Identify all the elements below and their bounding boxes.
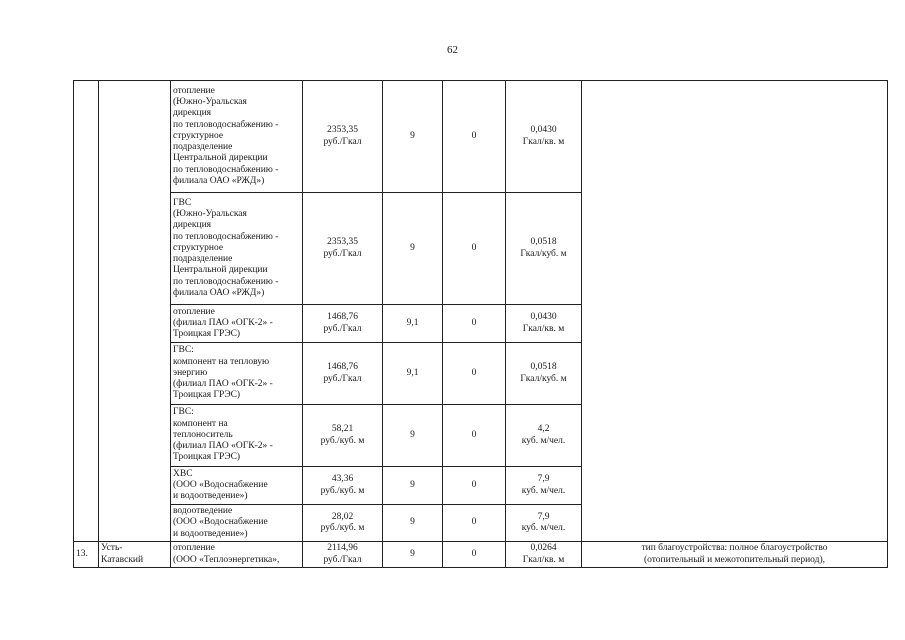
- norm-value: 0,0430 Гкал/кв. м: [506, 305, 582, 343]
- service-name: отопление (Южно-Уральская дирекция по тепловодоснабжению - структурное подразделение Центральной дирекции по тепловодоснабжению - филиала ОАО «РЖД»): [171, 81, 303, 193]
- zero-value: 0: [443, 467, 506, 505]
- percent-value: 9: [383, 467, 443, 505]
- table-row: [74, 542, 888, 568]
- row-number: 13.: [74, 542, 99, 568]
- tariff-value: 2353,35 руб./Гкал: [303, 81, 383, 193]
- tariff-value: 43,36 руб./куб. м: [303, 467, 383, 505]
- service-name: ГВС (Южно-Уральская дирекция по тепловодоснабжению - структурное подразделение Центральной дирекции по тепловодоснабжению - филиала ОАО «РЖД»): [171, 193, 303, 305]
- tariff-value: 28,02 руб./куб. м: [303, 505, 383, 542]
- percent-value: 9,1: [383, 343, 443, 405]
- zero-value: 0: [443, 505, 506, 542]
- tariff-value: 58,21 руб./куб. м: [303, 405, 383, 467]
- tariff-value: 2114,96 руб./Гкал: [303, 542, 383, 568]
- norm-value: 0,0264 Гкал/кв. м: [506, 542, 582, 568]
- norm-value: 4,2 куб. м/чел.: [506, 405, 582, 467]
- percent-value: 9: [383, 405, 443, 467]
- zero-value: 0: [443, 343, 506, 405]
- service-name: отопление (ООО «Теплоэнергетика»,: [171, 542, 303, 568]
- table-row: [74, 81, 888, 193]
- note-cell: [582, 81, 888, 542]
- percent-value: 9: [383, 542, 443, 568]
- service-name: ХВС (ООО «Водоснабжение и водоотведение»): [171, 467, 303, 505]
- note-text: тип благоустройства: полное благоустройство (отопительный и межотопительный период),: [582, 542, 888, 568]
- norm-value: 0,0518 Гкал/куб. м: [506, 193, 582, 305]
- service-name: ГВС: компонент на тепловую энергию (филиал ПАО «ОГК-2» - Троицкая ГРЭС): [171, 343, 303, 405]
- tariff-value: 1468,76 руб./Гкал: [303, 305, 383, 343]
- zero-value: 0: [443, 542, 506, 568]
- municipality-cell: [99, 81, 171, 542]
- percent-value: 9: [383, 505, 443, 542]
- percent-value: 9: [383, 193, 443, 305]
- norm-value: 0,0518 Гкал/куб. м: [506, 343, 582, 405]
- norm-value: 0,0430 Гкал/кв. м: [506, 81, 582, 193]
- norm-value: 7,9 куб. м/чел.: [506, 467, 582, 505]
- row-number-cell: [74, 81, 99, 542]
- norm-value: 7,9 куб. м/чел.: [506, 505, 582, 542]
- service-name: отопление (филиал ПАО «ОГК-2» - Троицкая ГРЭС): [171, 305, 303, 343]
- zero-value: 0: [443, 193, 506, 305]
- tariff-table: [73, 80, 888, 568]
- tariff-value: 1468,76 руб./Гкал: [303, 343, 383, 405]
- service-name: водоотведение (ООО «Водоснабжение и водоотведение»): [171, 505, 303, 542]
- tariff-value: 2353,35 руб./Гкал: [303, 193, 383, 305]
- zero-value: 0: [443, 405, 506, 467]
- zero-value: 0: [443, 305, 506, 343]
- page-number: 62: [447, 44, 458, 56]
- percent-value: 9: [383, 81, 443, 193]
- zero-value: 0: [443, 81, 506, 193]
- service-name: ГВС: компонент на теплоноситель (филиал ПАО «ОГК-2» - Троицкая ГРЭС): [171, 405, 303, 467]
- percent-value: 9,1: [383, 305, 443, 343]
- municipality-name: Усть- Катавский: [99, 542, 171, 568]
